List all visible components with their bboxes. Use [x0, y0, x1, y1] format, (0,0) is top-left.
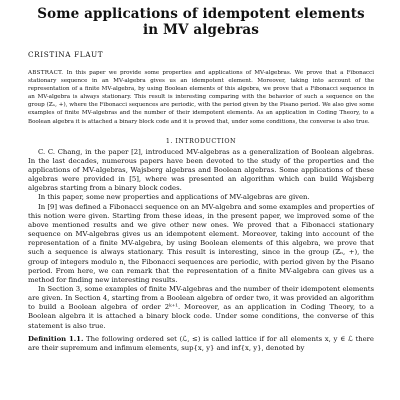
definition	[28, 335, 374, 353]
paper-title: Some applications of idempotent elements in MV algebras	[37, 6, 365, 38]
abstract	[28, 69, 374, 126]
abstract-text: In this paper we provide some properties and applications of MV-algebras. We prove that a Fibonacci stationary sequence in an MV-algebra gives us an idempotent element. Moreover, taking into account of the representation of a finite MV-algebra, by using Boolean elements of this algebra, we prove that a Fibonacci sequence in an MV-algebra is always stationary. This result is interesting comparing with the behavior of such a sequence on the group (ℤₙ, +), where the Fibonacci sequences are periodic, with the period given by the Pisano period. We also give some examples of finite MV-algebras and the number of their idempotent elements. As an application in Coding Theory, to a Boolean algebra it is attached a binary block code and it is proved that, under some conditions, the converse is also true.	[28, 70, 375, 125]
paragraph: In [9] was defined a Fibonacci sequence on an MV-algebra and some examples and properties of this notion were given. Starting from these ideas, in the present paper, we improved some of the above mentioned results and we give other new ones. We proved that a Fibonacci stationary sequence on MV-algebras gives us an idempotent element. Moreover, taking into account of the representation of a finite MV-algebra, by using Boolean elements of this algebra, we prove that such a sequence is always stationary. This result is interesting, since in the group (ℤₙ, +), the group of integers modulo n, the Fibonacci sequences are periodic, with period given by the Pisano period. From here, we can remark that the representation of a finite MV-algebra can gives us a method for finding new interesting results.	[28, 202, 374, 284]
paragraph: In Section 3, some examples of finite MV-algebras and the number of their idempotent elements are given. In Section 4, starting from a Boolean algebra of order two, it was provided an algorithm to build a Boolean algebra of order 2ᵏ⁺¹. Moreover, as an application in Coding Theory, to a Boolean algebra it is attached a binary block code. Under some conditions, the converse of this statement is also true.	[28, 285, 374, 330]
paragraph: In this paper, some new properties and applications of MV-algebras are given.	[38, 193, 310, 202]
definition-text: The following ordered set (ℒ, ≤) is called lattice if for all elements x, y ∈ ℒ there are their supremum and infimum elements, sup{x, y} and inf{x, y}, denoted by	[28, 334, 374, 352]
abstract-label: ABSTRACT.	[28, 70, 64, 76]
author-name: CRISTINA FLAUT	[28, 50, 104, 59]
paragraph: C. C. Chang, in the paper [2], introduced MV-algebras as a generalization of Boolean algebras. In the last decades, numerous papers have been devoted to the study of the properties and the applications of MV-algebras, Wajsberg algebras and Boolean algebras. Some applications of these algebras were provided in [5], where was presented an algorithm which can build Wajsberg algebras starting from a binary block codes.	[28, 147, 374, 193]
definition-label: Definition 1.1.	[28, 334, 84, 343]
paper-page	[28, 6, 374, 353]
section-heading: 1. INTRODUCTION	[165, 137, 237, 145]
